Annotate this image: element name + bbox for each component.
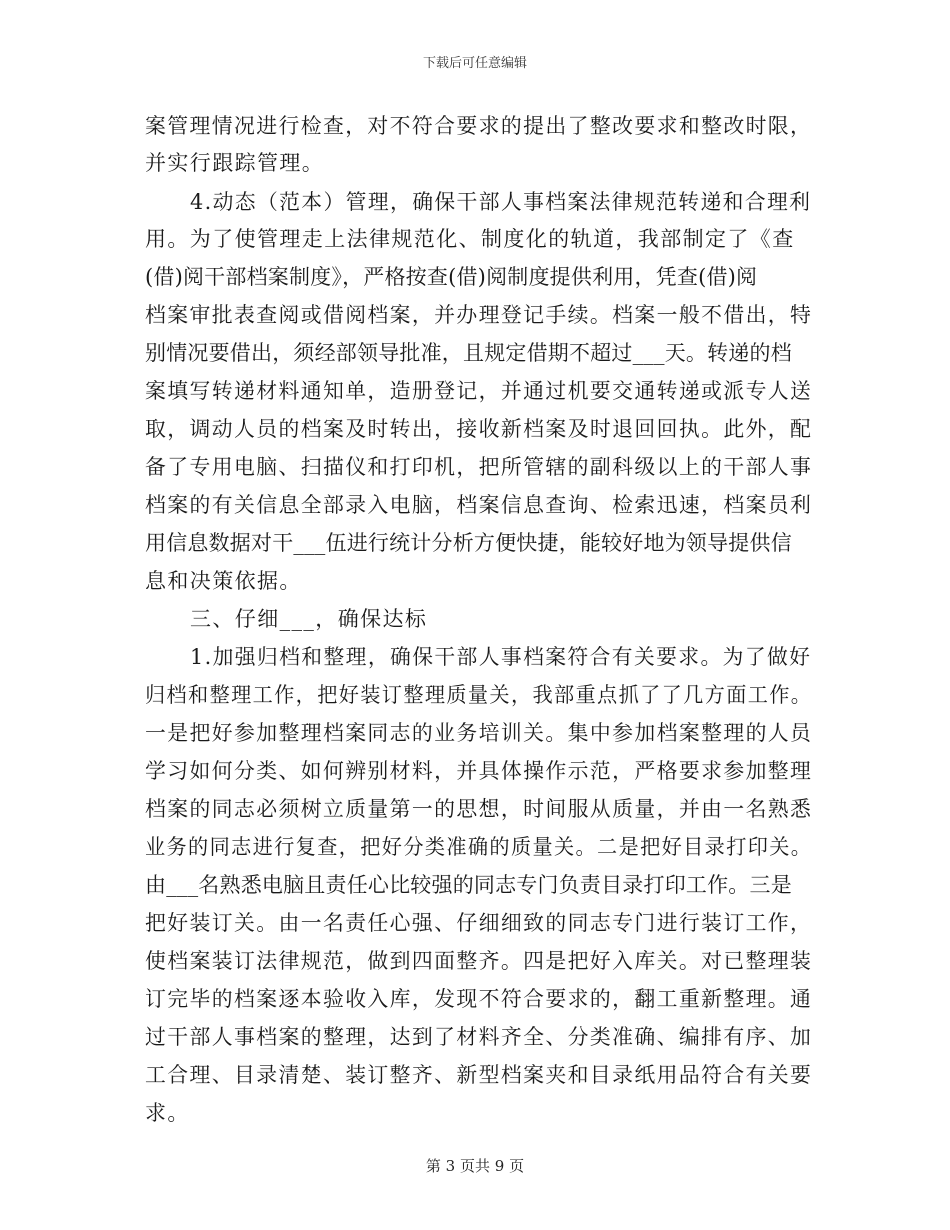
- text-line: 业务的同志进行复查，把好分类准确的质量关。二是把好目录打印关。: [145, 835, 813, 859]
- text-line: 并实行跟踪管理。: [145, 151, 325, 175]
- text-line: 归档和整理工作，把好装订整理质量关，我部重点抓了了几方面工作。: [145, 683, 813, 707]
- page-number: 第 3 页共 9 页: [425, 1157, 525, 1175]
- text-line: 由___名熟悉电脑且责任心比较强的同志专门负责目录打印工作。三是: [145, 873, 792, 897]
- page-header: 下载后可任意编辑: [422, 56, 527, 71]
- text-line: 过干部人事档案的整理，达到了材料齐全、分类准确、编排有序、加: [145, 1025, 813, 1049]
- text-line: 息和决策依据。: [145, 569, 302, 593]
- section-heading: 三、仔细___，确保达标: [190, 607, 428, 631]
- text-line: 求。: [145, 1101, 190, 1125]
- text-line: 别情况要借出，须经部领导批准，且规定借期不超过___天。转递的档: [145, 341, 792, 365]
- text-line: 备了专用电脑、扫描仪和打印机，把所管辖的副科级以上的干部人事: [145, 455, 813, 479]
- text-line: 用信息数据对干___伍进行统计分析方便快捷，能较好地为领导提供信: [145, 531, 792, 555]
- text-line: 档案的有关信息全部录入电脑，档案信息查询、检索迅速，档案员利: [145, 493, 813, 517]
- text-line: 档案审批表查阅或借阅档案，并办理登记手续。档案一般不借出，特: [145, 303, 813, 327]
- text-line: 取，调动人员的档案及时转出，接收新档案及时退回回执。此外，配: [145, 417, 813, 441]
- text-line: (借)阅干部档案制度》，严格按查(借)阅制度提供利用，凭查(借)阅: [145, 265, 758, 289]
- text-line: 把好装订关。由一名责任心强、仔细细致的同志专门进行装订工作，: [145, 911, 813, 935]
- text-line: 用。为了使管理走上法律规范化、制度化的轨道，我部制定了《查: [145, 227, 795, 251]
- text-line: 1.加强归档和整理，确保干部人事档案符合有关要求。为了做好: [190, 645, 812, 669]
- text-line: 档案的同志必须树立质量第一的思想，时间服从质量，并由一名熟悉: [145, 797, 813, 821]
- text-line: 使档案装订法律规范，做到四面整齐。四是把好入库关。对已整理装: [145, 949, 813, 973]
- text-line: 工合理、目录清楚、装订整齐、新型档案夹和目录纸用品符合有关要: [145, 1063, 813, 1087]
- text-line: 案填写转递材料通知单，造册登记，并通过机要交通转递或派专人送: [145, 379, 813, 403]
- text-line: 学习如何分类、如何辨别材料，并具体操作示范，严格要求参加整理: [145, 759, 813, 783]
- text-line: 订完毕的档案逐本验收入库，发现不符合要求的，翻工重新整理。通: [145, 987, 813, 1011]
- text-line: 一是把好参加整理档案同志的业务培训关。集中参加档案整理的人员: [145, 721, 813, 745]
- text-line: 4.动态（范本）管理，确保干部人事档案法律规范转递和合理利: [190, 190, 812, 214]
- text-line: 案管理情况进行检查，对不符合要求的提出了整改要求和整改时限，: [145, 114, 813, 138]
